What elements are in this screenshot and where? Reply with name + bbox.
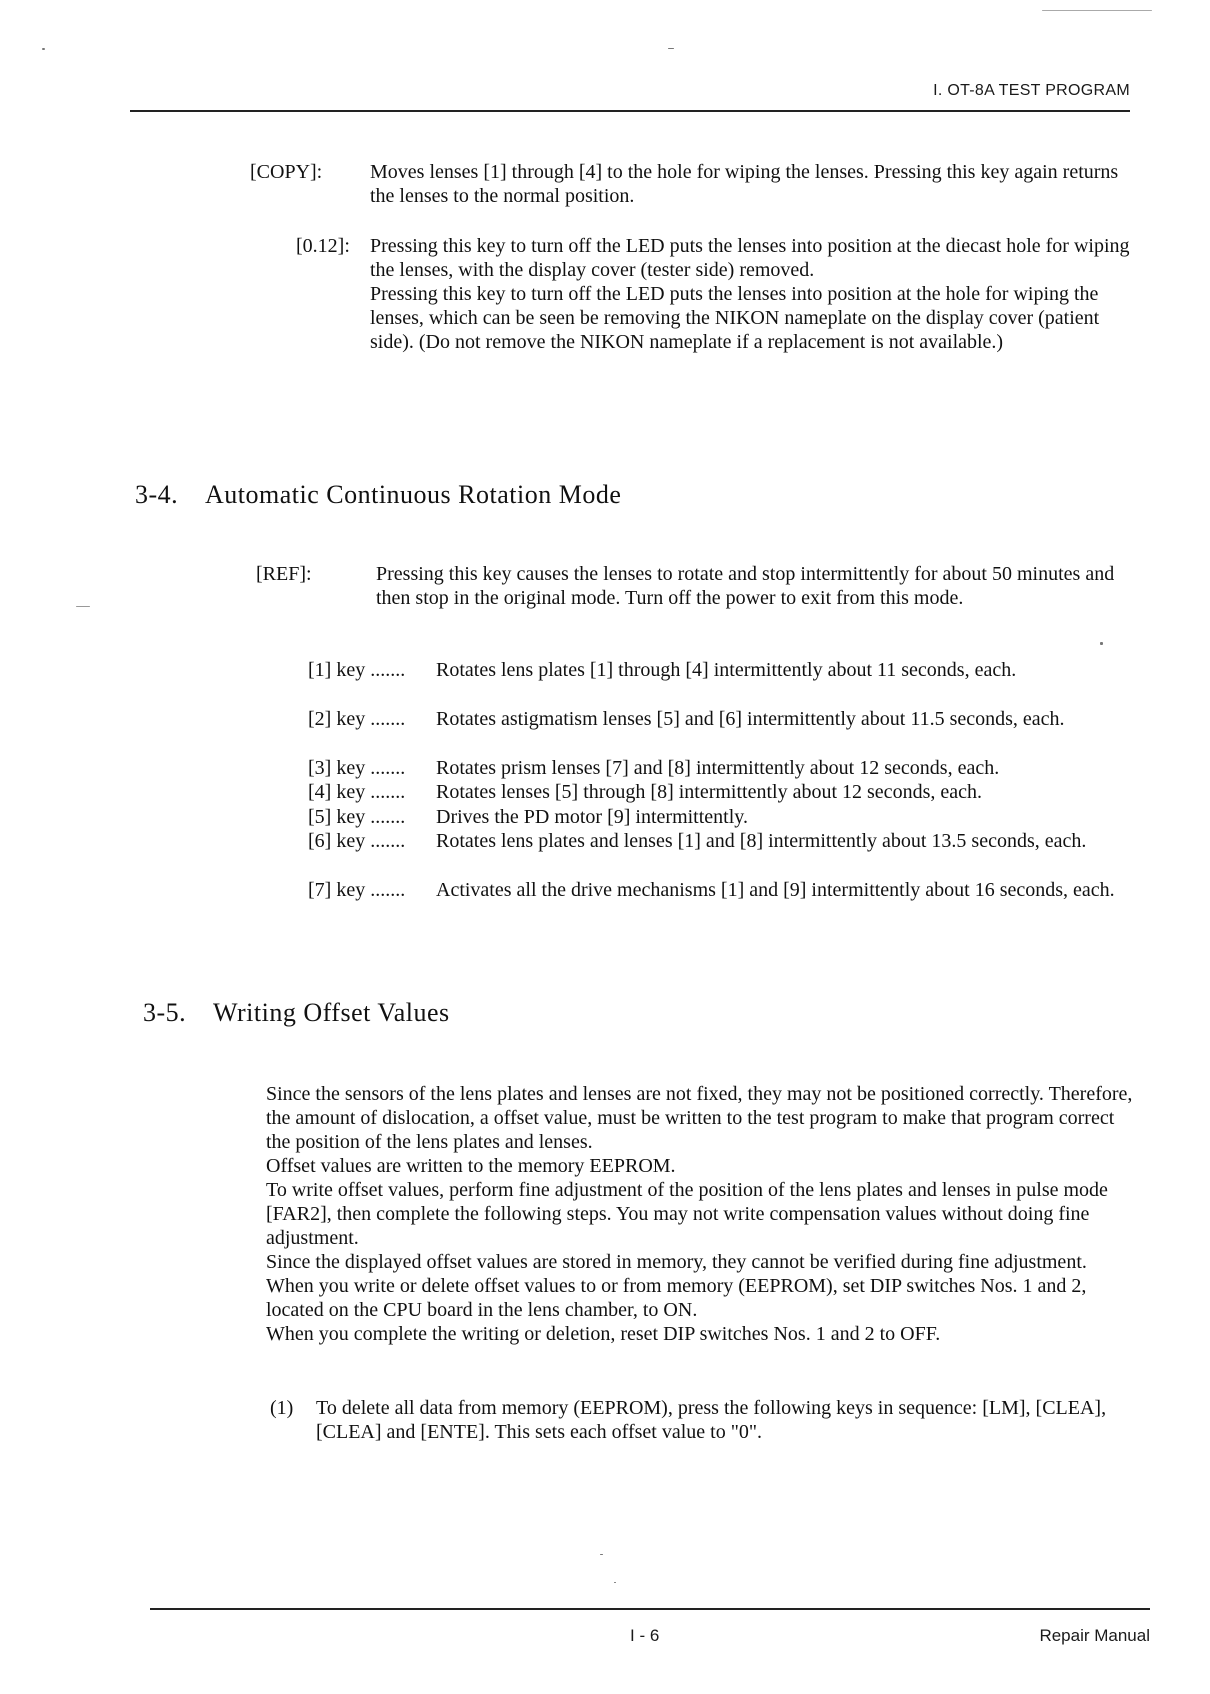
scan-speck (42, 48, 45, 50)
key-description: Rotates astigmatism lenses [5] and [6] intermittently about 11.5 seconds, each. (436, 708, 1065, 730)
rotation-key-list (308, 658, 1138, 938)
key-name: [6] key ....... (308, 830, 406, 852)
key-name: [3] key ....... (308, 757, 406, 779)
key-description: Rotates lenses [5] through [8] intermittently about 12 seconds, each. (436, 781, 982, 803)
ref-key-label: [REF]: (256, 563, 312, 585)
running-header: I. OT-8A TEST PROGRAM (933, 82, 1130, 99)
paragraph: To write offset values, perform fine adjustment of the position of the lens plates and lenses in pulse mode [FAR2], then complete the following steps. You may not write compensation values without doing fine adjustment. (266, 1179, 1108, 1249)
key-name: [2] key ....... (308, 708, 406, 730)
footer-rule (150, 1608, 1150, 1610)
paragraph: When you complete the writing or deletion, reset DIP switches Nos. 1 and 2 to OFF. (266, 1323, 941, 1345)
key-description: Rotates prism lenses [7] and [8] intermittently about 12 seconds, each. (436, 757, 1000, 779)
scan-speck (1100, 642, 1103, 645)
section-3-5-title: Writing Offset Values (213, 998, 450, 1027)
scan-speck (614, 1582, 616, 1583)
paragraph: Offset values are written to the memory EEPROM. (266, 1155, 676, 1177)
key-012-label: [0.12]: (296, 235, 350, 257)
key-description: Activates all the drive mechanisms [1] and [9] intermittently about 16 seconds, each. (436, 879, 1115, 901)
scan-speck (668, 48, 674, 49)
manual-title: Repair Manual (1039, 1626, 1150, 1645)
section-3-4-title: Automatic Continuous Rotation Mode (205, 480, 622, 509)
section-3-5-body (266, 1082, 1138, 1346)
key-name: [7] key ....... (308, 879, 406, 901)
copy-key-label: [COPY]: (250, 161, 323, 183)
paragraph: Since the sensors of the lens plates and lenses are not fixed, they may not be positioned correctly. Therefore, the amount of dislocation, a offset value, must be written to the test program to make that program correct the position of the lens plates and lenses. (266, 1083, 1133, 1153)
step-1-number: (1) (270, 1397, 294, 1419)
step-1-text: To delete all data from memory (EEPROM), press the following keys in sequence: [LM], [CLEA], [CLEA] and [ENTE]. This sets each offset value to "0". (316, 1397, 1107, 1443)
key-name: [1] key ....... (308, 659, 406, 681)
key-name: [4] key ....... (308, 781, 406, 803)
key-012-description (370, 234, 1132, 354)
section-3-5-number: 3-5. (143, 998, 187, 1027)
scan-speck (1042, 10, 1152, 11)
header-rule (130, 110, 1130, 112)
copy-key-description: Moves lenses [1] through [4] to the hole for wiping the lenses. Pressing this key again returns the lenses to the normal position. (370, 161, 1119, 207)
section-3-5-heading (143, 998, 450, 1028)
key-name: [5] key ....... (308, 806, 406, 828)
scan-speck (600, 1554, 603, 1555)
page-number: I - 6 (630, 1626, 660, 1645)
key-description: Rotates lens plates [1] through [4] intermittently about 11 seconds, each. (436, 659, 1017, 681)
section-3-4-number: 3-4. (135, 480, 179, 509)
paragraph: Since the displayed offset values are stored in memory, they cannot be verified during fine adjustment. (266, 1251, 1087, 1273)
key-description: Drives the PD motor [9] intermittently. (436, 806, 748, 828)
key-description: Rotates lens plates and lenses [1] and [8] intermittently about 13.5 seconds, each. (436, 830, 1087, 852)
key-012-paragraph-1: Pressing this key to turn off the LED puts the lenses into position at the diecast hole for wiping the lenses, with the display cover (tester side) removed. (370, 235, 1130, 281)
scan-speck (76, 606, 90, 607)
paragraph: When you write or delete offset values to or from memory (EEPROM), set DIP switches Nos. 1 and 2, located on the CPU board in the lens chamber, to ON. (266, 1275, 1087, 1321)
ref-key-description: Pressing this key causes the lenses to rotate and stop intermittently for about 50 minutes and then stop in the original mode. Turn off the power to exit from this mode. (376, 563, 1115, 609)
key-012-paragraph-2: Pressing this key to turn off the LED puts the lenses into position at the hole for wiping the lenses, which can be seen be removing the NIKON nameplate on the display cover (patient side). (Do not remove the NIKON nameplate if a replacement is not available.) (370, 283, 1100, 353)
section-3-4-heading (135, 480, 621, 510)
